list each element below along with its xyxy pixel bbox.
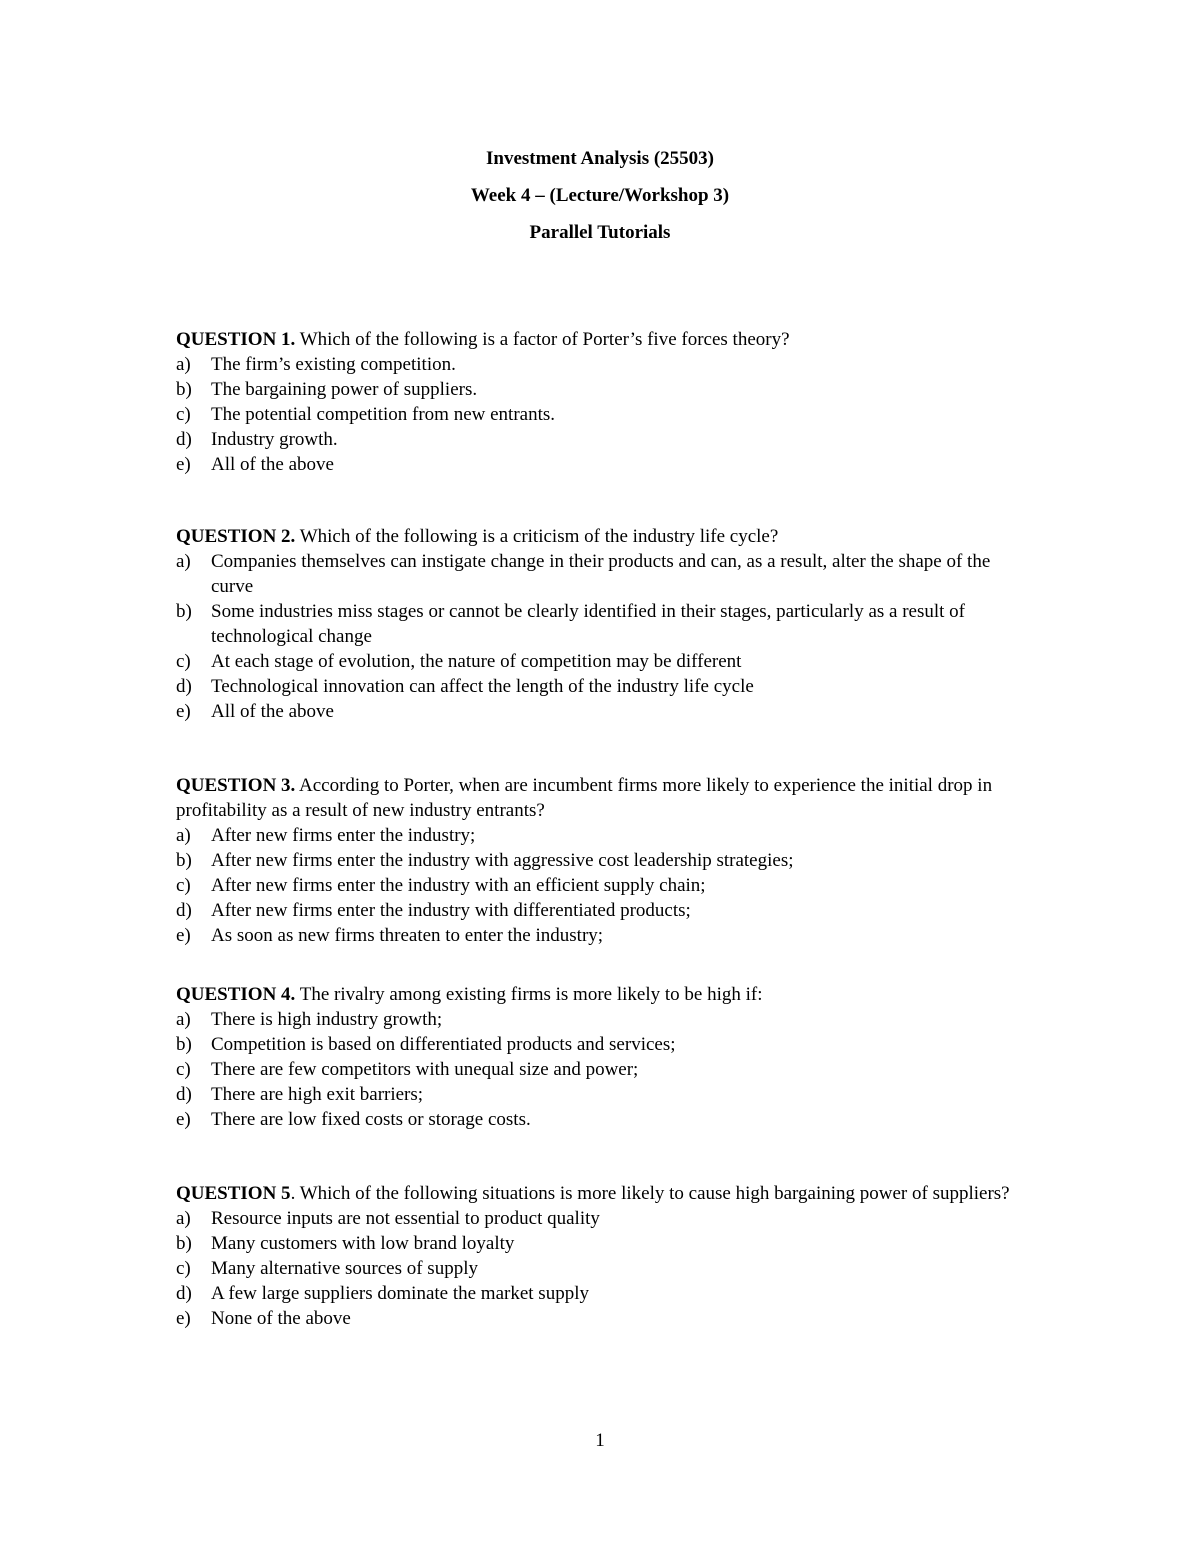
option-letter: e) xyxy=(176,701,191,722)
option-text: There are few competitors with unequal size and power; xyxy=(211,1059,639,1080)
option-letter: c) xyxy=(176,651,191,672)
question-text: Which of the following is a criticism of the industry life cycle? xyxy=(295,526,779,547)
option-b xyxy=(176,848,1036,873)
option-d xyxy=(176,674,1036,699)
option-text: None of the above xyxy=(211,1308,351,1329)
option-letter: a) xyxy=(176,354,191,375)
option-list xyxy=(176,352,1036,477)
option-text: At each stage of evolution, the nature of competition may be different xyxy=(211,651,742,672)
option-c xyxy=(176,873,1036,898)
option-text: All of the above xyxy=(211,454,334,475)
option-a xyxy=(176,1007,1036,1032)
option-letter: d) xyxy=(176,429,192,450)
option-list xyxy=(176,823,1036,948)
option-letter: a) xyxy=(176,825,191,846)
question-label: QUESTION 3. xyxy=(176,775,296,796)
option-letter: e) xyxy=(176,1308,191,1329)
option-letter: b) xyxy=(176,1034,192,1055)
option-a xyxy=(176,352,1036,377)
option-b xyxy=(176,1231,1036,1256)
option-text: There are high exit barriers; xyxy=(211,1084,424,1105)
option-letter: e) xyxy=(176,925,191,946)
option-letter: c) xyxy=(176,1258,191,1279)
option-letter: d) xyxy=(176,676,192,697)
option-text: Competition is based on differentiated products and services; xyxy=(211,1034,676,1055)
option-text: After new firms enter the industry with differentiated products; xyxy=(211,900,691,921)
option-c xyxy=(176,402,1036,427)
question-1 xyxy=(176,327,1036,477)
document-header xyxy=(0,140,1200,251)
option-b xyxy=(176,1032,1036,1057)
option-e xyxy=(176,923,1036,948)
question-label: QUESTION 2. xyxy=(176,526,296,547)
option-text: After new firms enter the industry with an efficient supply chain; xyxy=(211,875,706,896)
option-letter: c) xyxy=(176,404,191,425)
option-text: The potential competition from new entrants. xyxy=(211,404,556,425)
option-letter: d) xyxy=(176,900,192,921)
question-text: The rivalry among existing firms is more likely to be high if: xyxy=(295,984,763,1005)
question-label: QUESTION 1. xyxy=(176,329,296,350)
week-title: Week 4 – (Lecture/Workshop 3) xyxy=(470,185,730,206)
option-letter: d) xyxy=(176,1084,192,1105)
option-text: There are low fixed costs or storage costs. xyxy=(211,1109,531,1130)
option-text: After new firms enter the industry with aggressive cost leadership strategies; xyxy=(211,850,794,871)
option-d xyxy=(176,898,1036,923)
option-letter: c) xyxy=(176,1059,191,1080)
document-subtitle: Parallel Tutorials xyxy=(529,222,671,243)
option-d xyxy=(176,427,1036,452)
option-text: Industry growth. xyxy=(211,429,338,450)
page-number: 1 xyxy=(595,1430,605,1451)
option-letter: a) xyxy=(176,1009,191,1030)
question-text: . Which of the following situations is more likely to cause high bargaining power of suppliers? xyxy=(290,1183,1010,1204)
course-title: Investment Analysis (25503) xyxy=(485,148,714,169)
option-letter: b) xyxy=(176,379,192,400)
option-letter: d) xyxy=(176,1283,192,1304)
option-text: Many alternative sources of supply xyxy=(211,1258,478,1279)
option-letter: c) xyxy=(176,875,191,896)
option-text: A few large suppliers dominate the market supply xyxy=(211,1283,589,1304)
option-letter: e) xyxy=(176,454,191,475)
question-2 xyxy=(176,524,1036,724)
option-text: There is high industry growth; xyxy=(211,1009,443,1030)
option-a xyxy=(176,549,1036,599)
option-text: Resource inputs are not essential to product quality xyxy=(211,1208,600,1229)
question-stem xyxy=(176,524,1036,549)
questions-section xyxy=(176,327,1036,1331)
question-text: According to Porter, when are incumbent firms more likely to experience the initial drop in profitability as a result of new industry entrants? xyxy=(176,775,993,821)
option-letter: e) xyxy=(176,1109,191,1130)
option-e xyxy=(176,699,1036,724)
option-text: The bargaining power of suppliers. xyxy=(211,379,478,400)
option-text: The firm’s existing competition. xyxy=(211,354,456,375)
option-text: Technological innovation can affect the length of the industry life cycle xyxy=(211,676,754,697)
option-b xyxy=(176,599,1036,649)
option-letter: b) xyxy=(176,1233,192,1254)
question-stem xyxy=(176,327,1036,352)
option-c xyxy=(176,649,1036,674)
option-a xyxy=(176,1206,1036,1231)
option-c xyxy=(176,1256,1036,1281)
option-a xyxy=(176,823,1036,848)
option-c xyxy=(176,1057,1036,1082)
option-list xyxy=(176,549,1036,724)
question-4 xyxy=(176,982,1036,1132)
option-letter: b) xyxy=(176,601,192,622)
option-e xyxy=(176,452,1036,477)
option-text: As soon as new firms threaten to enter the industry; xyxy=(211,925,604,946)
question-stem xyxy=(176,982,1036,1007)
option-text: Some industries miss stages or cannot be clearly identified in their stages, particularly as a result of technological change xyxy=(211,601,965,647)
page-footer xyxy=(0,1430,1200,1452)
question-text: Which of the following is a factor of Porter’s five forces theory? xyxy=(295,329,790,350)
option-letter: b) xyxy=(176,850,192,871)
question-stem xyxy=(176,773,1036,823)
question-stem xyxy=(176,1181,1036,1206)
option-d xyxy=(176,1082,1036,1107)
option-e xyxy=(176,1107,1036,1132)
option-text: After new firms enter the industry; xyxy=(211,825,476,846)
question-label: QUESTION 4. xyxy=(176,984,296,1005)
option-e xyxy=(176,1306,1036,1331)
question-label: QUESTION 5 xyxy=(176,1183,291,1204)
option-b xyxy=(176,377,1036,402)
option-d xyxy=(176,1281,1036,1306)
option-list xyxy=(176,1206,1036,1331)
option-letter: a) xyxy=(176,551,191,572)
option-letter: a) xyxy=(176,1208,191,1229)
option-text: Companies themselves can instigate change in their products and can, as a result, alter the shape of the curve xyxy=(211,551,991,597)
option-text: Many customers with low brand loyalty xyxy=(211,1233,515,1254)
option-text: All of the above xyxy=(211,701,334,722)
question-5 xyxy=(176,1181,1036,1331)
option-list xyxy=(176,1007,1036,1132)
question-3 xyxy=(176,773,1036,948)
